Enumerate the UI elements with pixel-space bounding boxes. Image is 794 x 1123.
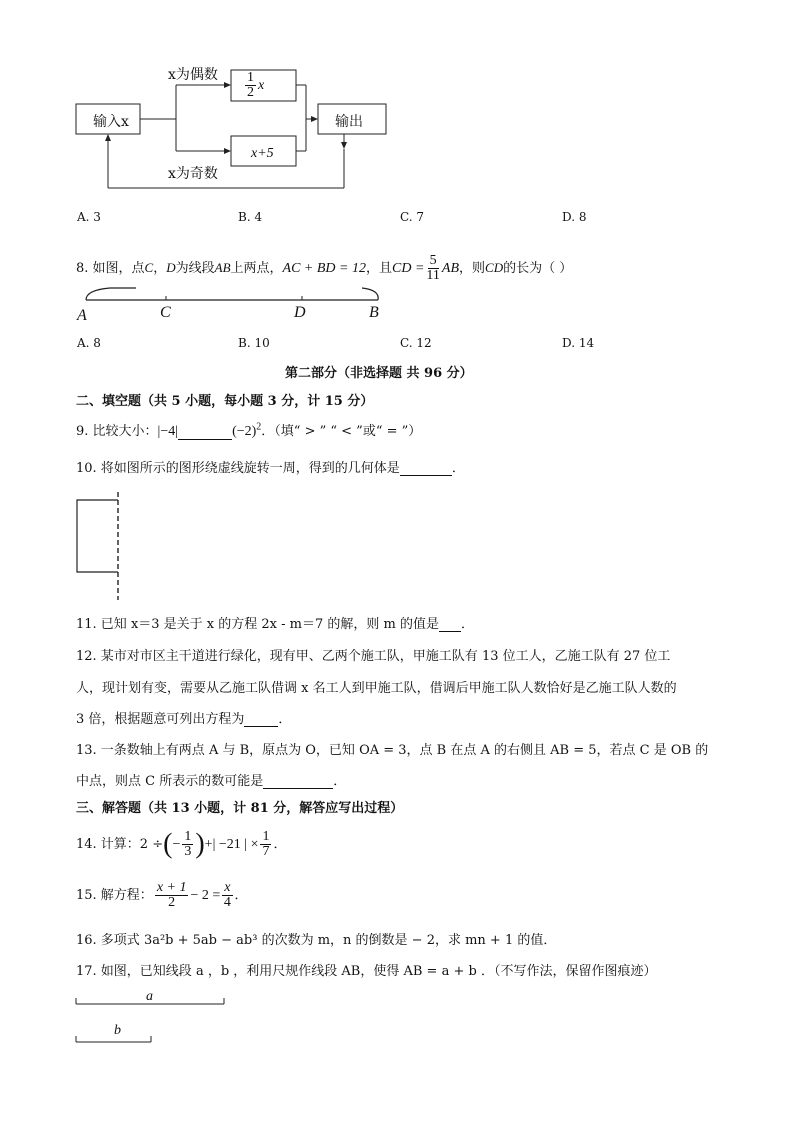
q8-label-a: A: [77, 307, 87, 324]
part2-title: 第二部分（非选择题 共 96 分）: [285, 366, 473, 381]
q10-figure: [74, 492, 124, 602]
q11-question: 11. 已知 x＝3 是关于 x 的方程 2x - m＝7 的解，则 m 的值是 ．: [76, 617, 475, 632]
odd-label: x为奇数: [168, 166, 218, 182]
q7-option-b: B. 4: [238, 210, 263, 224]
q8-segment-diagram: [72, 284, 392, 326]
half-expression: $\frac{1}{2}$ x: [247, 70, 265, 100]
plus5-expression: x+5: [251, 146, 274, 161]
q9-answer-blank[interactable]: [178, 425, 232, 440]
q14-question: 14. 计算：2 ÷(− $\frac{1}{3}$ )+| −21 | × $\frac{1}{7}$ ．: [76, 828, 287, 860]
q8-option-d: D. 14: [562, 336, 595, 350]
q10-question: 10. 将如图所示的图形绕虚线旋转一周，得到的几何体是 ．: [76, 461, 465, 476]
q7-option-c: C. 7: [400, 210, 425, 224]
output-label: 输出: [335, 114, 363, 130]
q9-question: 9. 比较大小：|−4| $(-2)^2$．（填“ > ” “ < ”或“ = ”）: [76, 421, 422, 439]
q8-label-c: C: [160, 304, 171, 321]
q8-option-c: C. 12: [400, 336, 432, 350]
q10-answer-blank[interactable]: [400, 461, 452, 476]
q8-label-d: D: [294, 304, 306, 321]
section2-title: 二、填空题（共 5 小题，每小题 3 分，计 15 分）: [76, 394, 374, 409]
input-label: 输入x: [93, 114, 129, 130]
q13-answer-blank[interactable]: [263, 774, 333, 789]
q8-option-a: A. 8: [77, 336, 101, 350]
q11-answer-blank[interactable]: [439, 617, 461, 632]
q8-option-b: B. 10: [238, 336, 270, 350]
q8-label-b: B: [369, 304, 379, 321]
q15-question: 15. 解方程： $\frac{x + 1}{2}$ − 2 = $\frac{x}{4}$ ．: [76, 880, 248, 910]
q7-option-d: D. 8: [562, 210, 587, 224]
q12-answer-blank[interactable]: [244, 712, 278, 727]
q13-line2: 中点，则点 C 所表示的数可能是 ．: [76, 774, 347, 789]
q7-option-a: A. 3: [77, 210, 101, 224]
q17-question: 17. 如图，已知线段 a ，b ，利用尺规作线段 AB，使得 AB = a + b ．（不写作法，保留作图痕迹）: [76, 964, 657, 979]
section3-title: 三、解答题（共 13 小题，计 81 分，解答应写出过程）: [76, 801, 404, 816]
q12-line2: 人，现计划有变，需要从乙施工队借调 x 名工人到甲施工队，借调后甲施工队人数恰好是乙施工队人数的: [76, 681, 677, 696]
q8-question: 8. 如图，点C，D为线段AB上两点，AC + BD = 12，且CD = $\frac{5}{11}$ AB，则CD的长为（ ）: [76, 253, 573, 283]
q12-line1: 12. 某市对市区主干道进行绿化，现有甲、乙两个施工队，甲施工队有 13 位工人，乙施工队有 27 位工: [76, 649, 671, 664]
q17-label-b: b: [114, 1023, 121, 1038]
even-label: x为偶数: [168, 67, 218, 83]
q12-line3: 3 倍，根据题意可列出方程为 ．: [76, 712, 292, 727]
q16-question: 16. 多项式 3a²b + 5ab − ab³ 的次数为 m，n 的倒数是 − 2，求 mn + 1 的值．: [76, 933, 557, 948]
q17-label-a: a: [146, 989, 153, 1004]
q13-line1: 13. 一条数轴上有两点 A 与 B，原点为 O，已知 OA = 3，点 B 在点 A 的右侧且 AB = 5，若点 C 是 OB 的: [76, 743, 709, 758]
